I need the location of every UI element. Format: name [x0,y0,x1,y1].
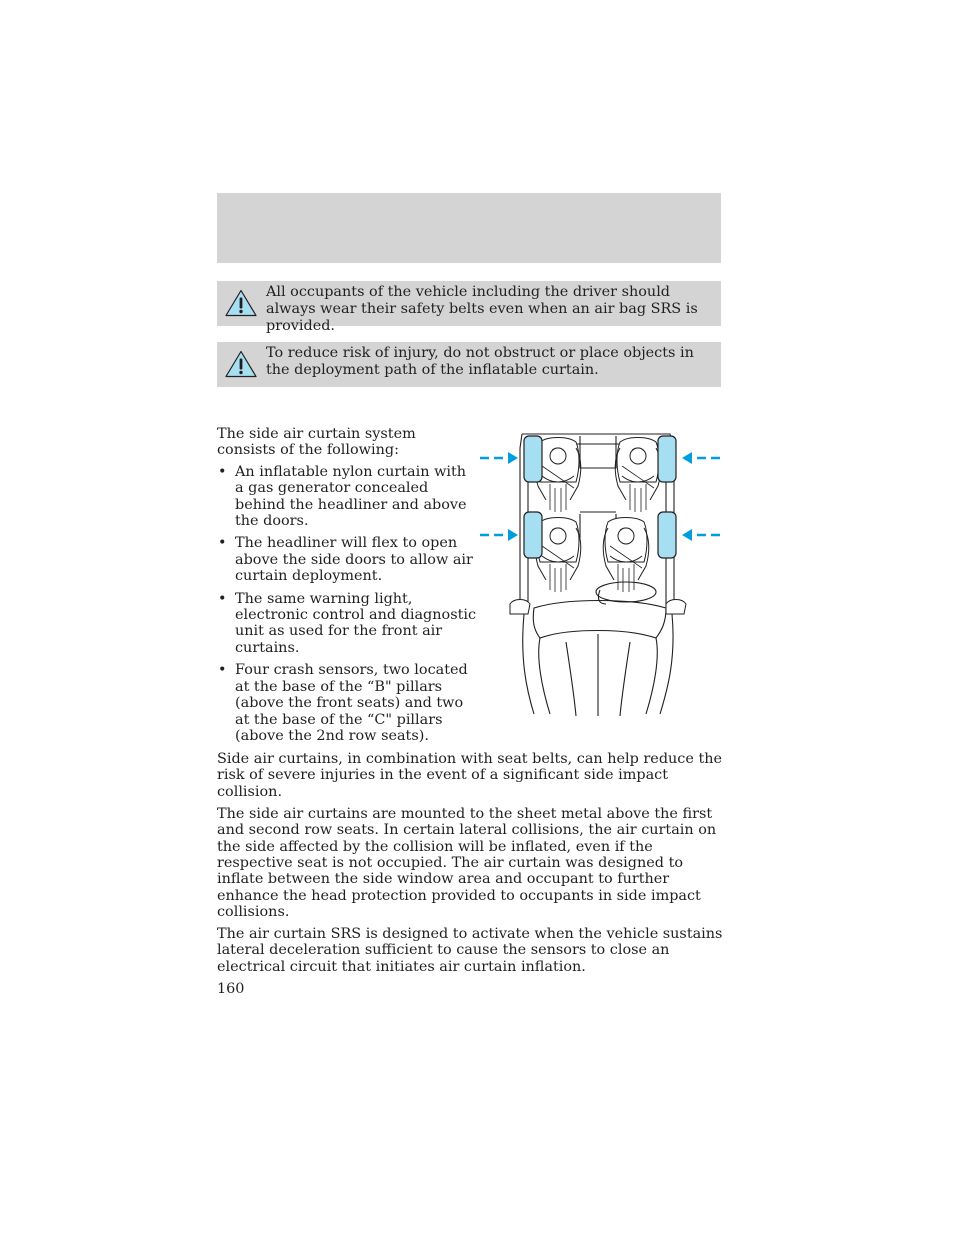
impact-arrow-icon [682,529,720,541]
air-curtain-front-right [658,512,676,558]
paragraph: The side air curtains are mounted to the sheet metal above the first and second row seats. In certain lateral collisions, the air curtain on the side affected by the collision will be inflated, even if the respective seat is not occupied. The air curtain was designed to inflate between the side window area and occupant to further enhance the head protection provided to occupants in side impact collisions. [217,805,717,921]
paragraph: The air curtain SRS is designed to activate when the vehicle sustains lateral deceleration sufficient to cause the sensors to close an electrical circuit that initiates air curtain inflation. [217,926,723,975]
body-text [217,751,723,981]
air-curtain-rear-left [524,436,542,482]
paragraph: Side air curtains, in combination with seat belts, can help reduce the risk of severe injuries in the event of a significant side impact collision. [217,751,723,800]
impact-arrow-icon [480,452,518,464]
component-list [217,464,477,745]
side-curtain-illustration [476,428,724,720]
side-mirror [510,600,530,615]
side-mirror [666,600,686,615]
warning-triangle-icon [225,350,257,378]
list-item: • The headliner will flex to open above the side doors to allow air curtain deployment. [217,535,477,584]
system-components-column [217,426,477,750]
driver-occupant [603,518,649,593]
warning-box [217,342,721,387]
list-item: • The same warning light, electronic control and diagnostic unit as used for the front air curtains. [217,591,477,657]
warning-text: To reduce risk of injury, do not obstruct or place objects in the deployment path of the inflatable curtain. [266,345,694,378]
air-curtain-rear-right [658,436,676,482]
list-item: • Four crash sensors, two located at the base of the “B" pillars (above the front seats) and two at the base of the “C" pillars (above the 2nd row seats). [217,662,477,744]
impact-arrow-icon [682,452,720,464]
intro-text: The side air curtain system consists of the following: [217,426,416,459]
impact-arrow-icon [480,529,518,541]
warning-box [217,281,721,334]
warning-text: All occupants of the vehicle including the driver should always wear their safety belts even when an air bag SRS is provided. [266,284,698,334]
page-number: 160 [217,981,245,997]
air-curtain-front-left [524,512,542,558]
list-item: • An inflatable nylon curtain with a gas generator concealed behind the headliner and above the doors. [217,464,477,530]
rear-right-occupant [615,438,661,513]
section-header-band [217,193,721,263]
warning-triangle-icon [225,289,257,317]
